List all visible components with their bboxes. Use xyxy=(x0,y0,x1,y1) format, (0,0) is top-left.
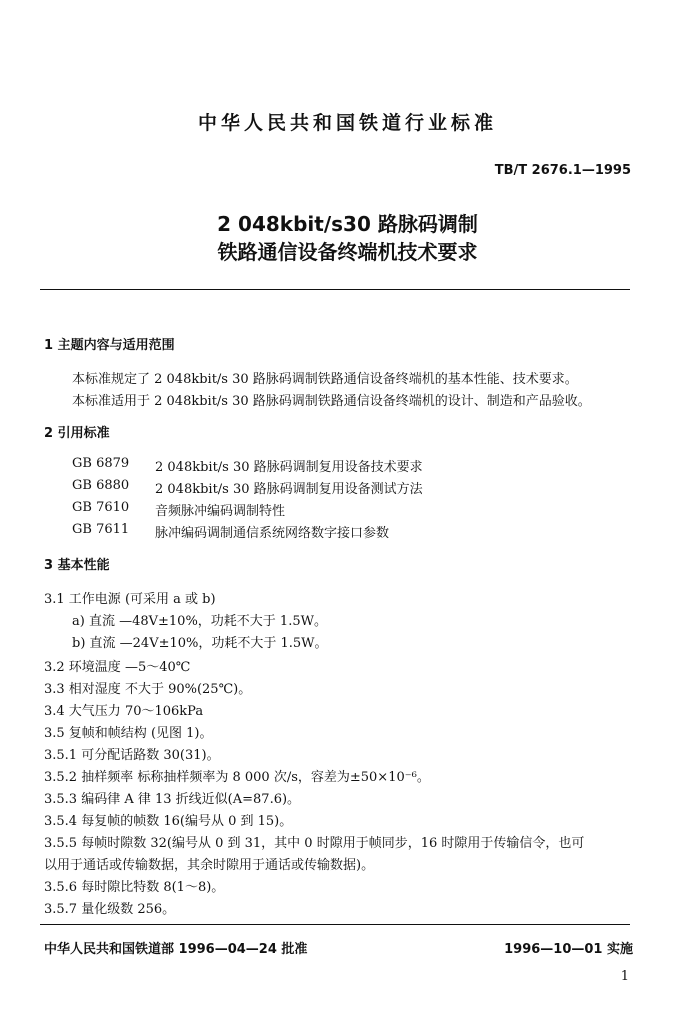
clause-3-3: 3.3 相对湿度 不大于 90%(25℃)。 xyxy=(44,682,252,697)
document-title-line2: 铁路通信设备终端机技术要求 xyxy=(217,240,478,264)
reference-title: 音频脉冲编码调制特性 xyxy=(155,504,286,519)
implementation-date: 1996—10—01 实施 xyxy=(504,942,633,957)
reference-code: GB 7611 xyxy=(72,522,130,537)
clause-3-5-4: 3.5.4 每复帧的帧数 16(编号从 0 到 15)。 xyxy=(44,814,293,829)
section-3-heading: 3 基本性能 xyxy=(44,558,110,573)
section-1-heading: 1 主题内容与适用范围 xyxy=(44,338,175,353)
clause-3-5-1: 3.5.1 可分配话路数 30(31)。 xyxy=(44,748,220,763)
reference-code: GB 6880 xyxy=(72,478,130,493)
clause-3-4: 3.4 大气压力 70～106kPa xyxy=(44,704,204,719)
section-1-paragraph-1: 本标准规定了 2 048kbit/s 30 路脉码调制铁路通信设备终端机的基本性能、技术要求。 xyxy=(72,372,578,387)
reference-title: 2 048kbit/s 30 路脉码调制复用设备技术要求 xyxy=(155,460,423,475)
clause-3-5-5-continued: 以用于通话或传输数据，其余时隙用于通话或传输数据)。 xyxy=(44,858,375,873)
clause-3-5-6: 3.5.6 每时隙比特数 8(1～8)。 xyxy=(44,880,225,895)
standard-category-header: 中华人民共和国铁道行业标准 xyxy=(197,112,497,134)
footer-divider xyxy=(40,924,630,925)
clause-3-1-a: a) 直流 —48V±10%，功耗不大于 1.5W。 xyxy=(72,614,327,629)
reference-code: GB 6879 xyxy=(72,456,130,471)
section-1-paragraph-2: 本标准适用于 2 048kbit/s 30 路脉码调制铁路通信设备终端机的设计、制造和产品验收。 xyxy=(72,394,591,409)
section-2-heading: 2 引用标准 xyxy=(44,426,110,441)
clause-3-5-2: 3.5.2 抽样频率 标称抽样频率为 8 000 次/s，容差为±50×10⁻⁶。 xyxy=(44,770,430,785)
reference-title: 脉冲编码调制通信系统网络数字接口参数 xyxy=(155,526,390,541)
clause-3-2: 3.2 环境温度 —5～40℃ xyxy=(44,660,191,675)
standard-code: TB/T 2676.1—1995 xyxy=(494,163,631,178)
clause-3-1-b: b) 直流 —24V±10%，功耗不大于 1.5W。 xyxy=(72,636,328,651)
clause-3-5-7: 3.5.7 量化级数 256。 xyxy=(44,902,176,917)
clause-3-5: 3.5 复帧和帧结构 (见图 1)。 xyxy=(44,726,213,741)
approval-line: 中华人民共和国铁道部 1996—04—24 批准 xyxy=(44,942,308,957)
title-divider xyxy=(40,289,630,290)
document-title-line1: 2 048kbit/s30 路脉码调制 xyxy=(217,212,478,236)
reference-code: GB 7610 xyxy=(72,500,130,515)
clause-3-5-5: 3.5.5 每帧时隙数 32(编号从 0 到 31，其中 0 时隙用于帧同步，16 时隙用于传输信令，也可 xyxy=(44,836,585,851)
reference-title: 2 048kbit/s 30 路脉码调制复用设备测试方法 xyxy=(155,482,423,497)
page-number: 1 xyxy=(620,969,629,984)
clause-3-1: 3.1 工作电源 (可采用 a 或 b) xyxy=(44,592,216,607)
clause-3-5-3: 3.5.3 编码律 A 律 13 折线近似(A=87.6)。 xyxy=(44,792,301,807)
